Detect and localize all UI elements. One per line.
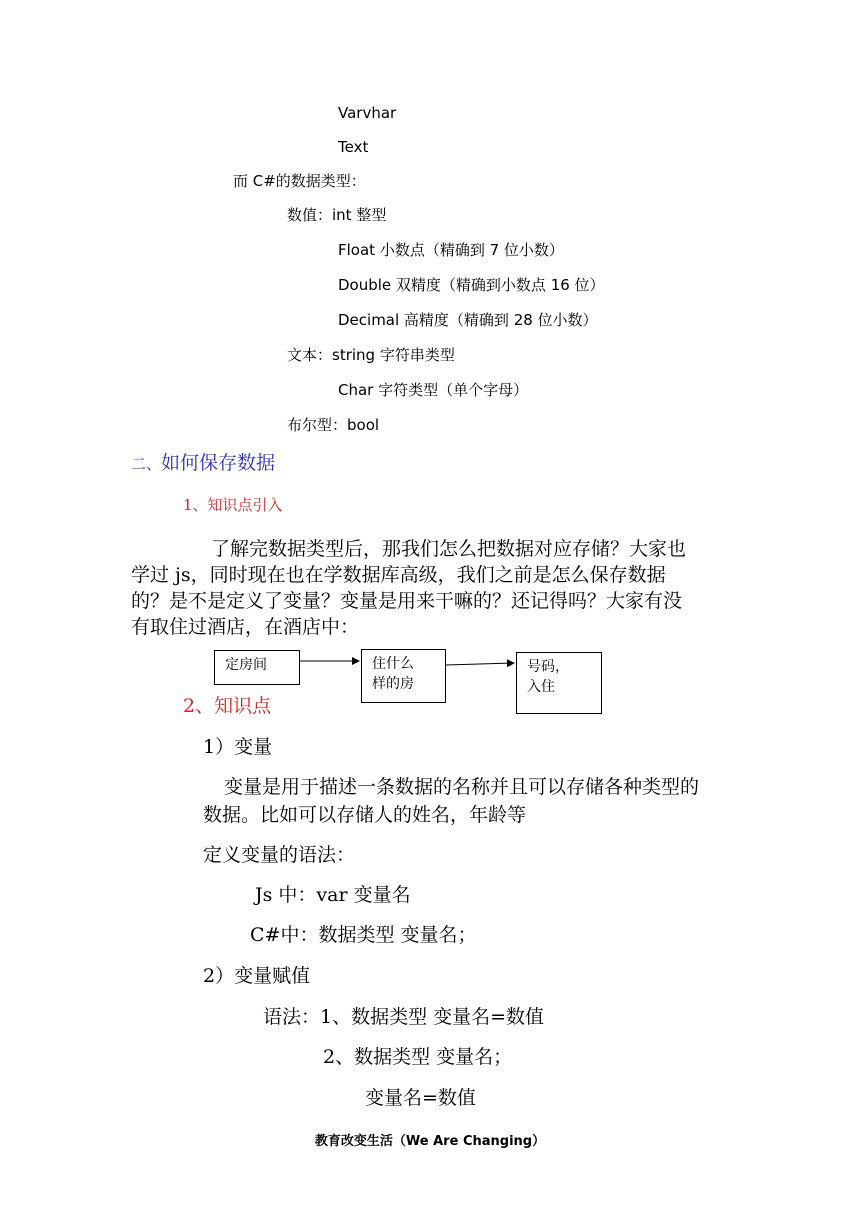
variable-desc-line-1: 变量是用于描述一条数据的名称并且可以存储各种类型的 bbox=[224, 776, 700, 798]
subheading-knowledge: 2、知识点 bbox=[183, 695, 272, 717]
item-assignment: 2）变量赋值 bbox=[203, 965, 311, 987]
type-double: Double 双精度（精确到小数点 16 位） bbox=[338, 276, 605, 294]
section-title: 如何保存数据 bbox=[161, 452, 276, 474]
assign-syntax-3: 变量名=数值 bbox=[365, 1087, 476, 1109]
section-number: 二、 bbox=[131, 455, 162, 473]
csharp-types-intro: 而 C#的数据类型： bbox=[233, 172, 366, 190]
type-decimal: Decimal 高精度（精确到 28 位小数） bbox=[338, 311, 598, 329]
item-variable: 1）变量 bbox=[203, 736, 273, 758]
js-syntax: Js 中：var 变量名 bbox=[255, 884, 411, 906]
type-text: Text bbox=[338, 138, 369, 156]
syntax-title: 定义变量的语法： bbox=[203, 844, 356, 866]
type-char: Char 字符类型（单个字母） bbox=[338, 381, 529, 399]
assign-syntax-1: 语法：1、数据类型 变量名=数值 bbox=[263, 1006, 545, 1028]
variable-desc-line-2: 数据。比如可以存储人的姓名，年龄等 bbox=[203, 804, 527, 826]
csharp-syntax: C#中：数据类型 变量名； bbox=[250, 924, 477, 946]
flow-box-checkin bbox=[516, 652, 602, 714]
subheading-intro: 1、知识点引入 bbox=[183, 496, 283, 514]
flow-box-book-room-label: 定房间 bbox=[225, 657, 267, 673]
flow-box-checkin-line-1: 号码， bbox=[527, 659, 569, 675]
text-type-string: 文本：string 字符串类型 bbox=[287, 346, 455, 364]
flow-box-room-type-line-1: 住什么 bbox=[372, 656, 414, 672]
flow-box-checkin-line-2: 入住 bbox=[527, 679, 555, 695]
intro-para-line-2: 学过 js，同时现在也在学数据库高级，我们之前是怎么保存数据 bbox=[131, 564, 666, 586]
type-bool: 布尔型：bool bbox=[287, 416, 380, 434]
type-float: Float 小数点（精确到 7 位小数） bbox=[338, 241, 564, 259]
page-footer: 教育改变生活（We Are Changing） bbox=[314, 1134, 546, 1149]
intro-para-line-3: 的？是不是定义了变量？变量是用来干嘛的？还记得吗？大家有没 bbox=[131, 590, 683, 612]
intro-para-line-4: 有取住过酒店，在酒店中： bbox=[131, 616, 360, 638]
type-varvhar: Varvhar bbox=[338, 104, 397, 122]
flow-box-book-room bbox=[214, 650, 300, 685]
flow-box-room-type bbox=[361, 649, 446, 703]
flow-box-room-type-line-2: 样的房 bbox=[372, 676, 414, 692]
arrow-2 bbox=[446, 663, 514, 665]
numeric-type-int: 数值：int 整型 bbox=[287, 206, 387, 224]
assign-syntax-2: 2、数据类型 变量名； bbox=[323, 1046, 513, 1068]
intro-para-line-1: 了解完数据类型后，那我们怎么把数据对应存储？大家也 bbox=[211, 538, 687, 560]
